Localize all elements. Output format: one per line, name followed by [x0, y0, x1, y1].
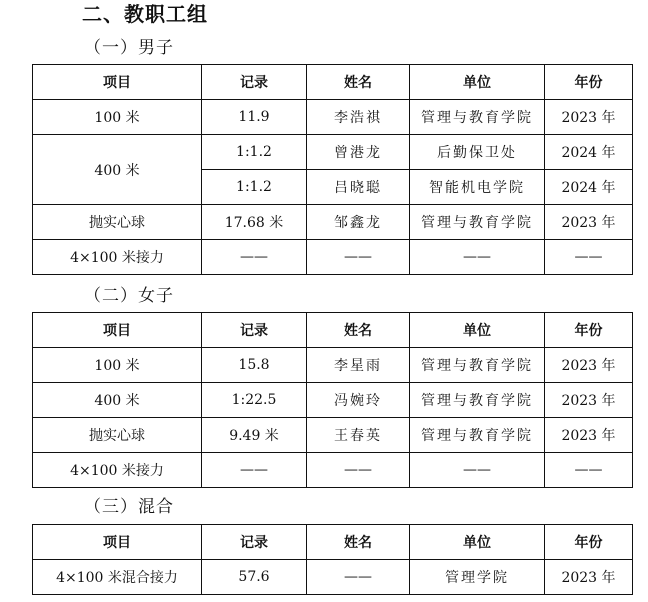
header-name: 姓名 [307, 525, 410, 560]
cell-year: 2023 年 [545, 560, 633, 595]
table-row [33, 100, 633, 135]
cell-name: 李星雨 [307, 348, 410, 383]
header-event: 项目 [33, 313, 202, 348]
header-year: 年份 [545, 525, 633, 560]
header-unit: 单位 [410, 525, 545, 560]
cell-year: 2023 年 [545, 205, 633, 240]
cell-unit: 管理与教育学院 [410, 205, 545, 240]
cell-name: —— [307, 453, 410, 488]
cell-unit: —— [410, 240, 545, 275]
cell-record: —— [202, 453, 307, 488]
cell-unit: —— [410, 453, 545, 488]
cell-record: 1:1.2 [202, 135, 307, 170]
cell-name: 王春英 [307, 418, 410, 453]
header-record: 记录 [202, 525, 307, 560]
cell-record: 17.68 米 [202, 205, 307, 240]
cell-record: 11.9 [202, 100, 307, 135]
table-header-row [33, 65, 633, 100]
cell-year: —— [545, 240, 633, 275]
cell-unit: 管理学院 [410, 560, 545, 595]
header-event: 项目 [33, 525, 202, 560]
header-year: 年份 [545, 313, 633, 348]
cell-year: 2023 年 [545, 383, 633, 418]
cell-year: 2024 年 [545, 170, 633, 205]
cell-event: 100 米 [33, 348, 202, 383]
table-row [33, 383, 633, 418]
cell-year: 2024 年 [545, 135, 633, 170]
cell-event: 抛实心球 [33, 205, 202, 240]
header-event: 项目 [33, 65, 202, 100]
subtitle-mixed: （三）混合 [84, 497, 174, 517]
cell-record: 1:1.2 [202, 170, 307, 205]
cell-unit: 后勤保卫处 [410, 135, 545, 170]
cell-record: 9.49 米 [202, 418, 307, 453]
header-unit: 单位 [410, 313, 545, 348]
cell-record: —— [202, 240, 307, 275]
cell-event: 抛实心球 [33, 418, 202, 453]
cell-event: 400 米 [33, 383, 202, 418]
cell-record: 57.6 [202, 560, 307, 595]
cell-unit: 管理与教育学院 [410, 418, 545, 453]
cell-year: —— [545, 453, 633, 488]
table-row [33, 453, 633, 488]
header-unit: 单位 [410, 65, 545, 100]
cell-name: 李浩祺 [307, 100, 410, 135]
header-year: 年份 [545, 65, 633, 100]
subtitle-men: （一）男子 [84, 38, 174, 58]
table-row [33, 418, 633, 453]
table-women [32, 312, 633, 488]
cell-event: 4×100 米混合接力 [33, 560, 202, 595]
cell-unit: 管理与教育学院 [410, 383, 545, 418]
cell-name: 吕晓聪 [307, 170, 410, 205]
cell-name: 邹鑫龙 [307, 205, 410, 240]
cell-record: 1:22.5 [202, 383, 307, 418]
table-row [33, 135, 633, 170]
subtitle-women: （二）女子 [84, 286, 174, 306]
table-row [33, 348, 633, 383]
cell-unit: 智能机电学院 [410, 170, 545, 205]
cell-name: 曾港龙 [307, 135, 410, 170]
table-row [33, 240, 633, 275]
table-row [33, 205, 633, 240]
table-men [32, 64, 633, 275]
header-name: 姓名 [307, 65, 410, 100]
cell-event: 4×100 米接力 [33, 240, 202, 275]
header-record: 记录 [202, 65, 307, 100]
cell-year: 2023 年 [545, 100, 633, 135]
cell-event: 4×100 米接力 [33, 453, 202, 488]
cell-year: 2023 年 [545, 348, 633, 383]
cell-record: 15.8 [202, 348, 307, 383]
table-header-row [33, 313, 633, 348]
table-header-row [33, 525, 633, 560]
table-row [33, 560, 633, 595]
cell-unit: 管理与教育学院 [410, 100, 545, 135]
cell-name: —— [307, 240, 410, 275]
cell-year: 2023 年 [545, 418, 633, 453]
cell-event: 400 米 [33, 135, 202, 205]
cell-name: 冯婉玲 [307, 383, 410, 418]
cell-name: —— [307, 560, 410, 595]
header-name: 姓名 [307, 313, 410, 348]
cell-unit: 管理与教育学院 [410, 348, 545, 383]
table-mixed [32, 524, 633, 595]
section-title: 二、教职工组 [82, 2, 208, 26]
cell-event: 100 米 [33, 100, 202, 135]
header-record: 记录 [202, 313, 307, 348]
